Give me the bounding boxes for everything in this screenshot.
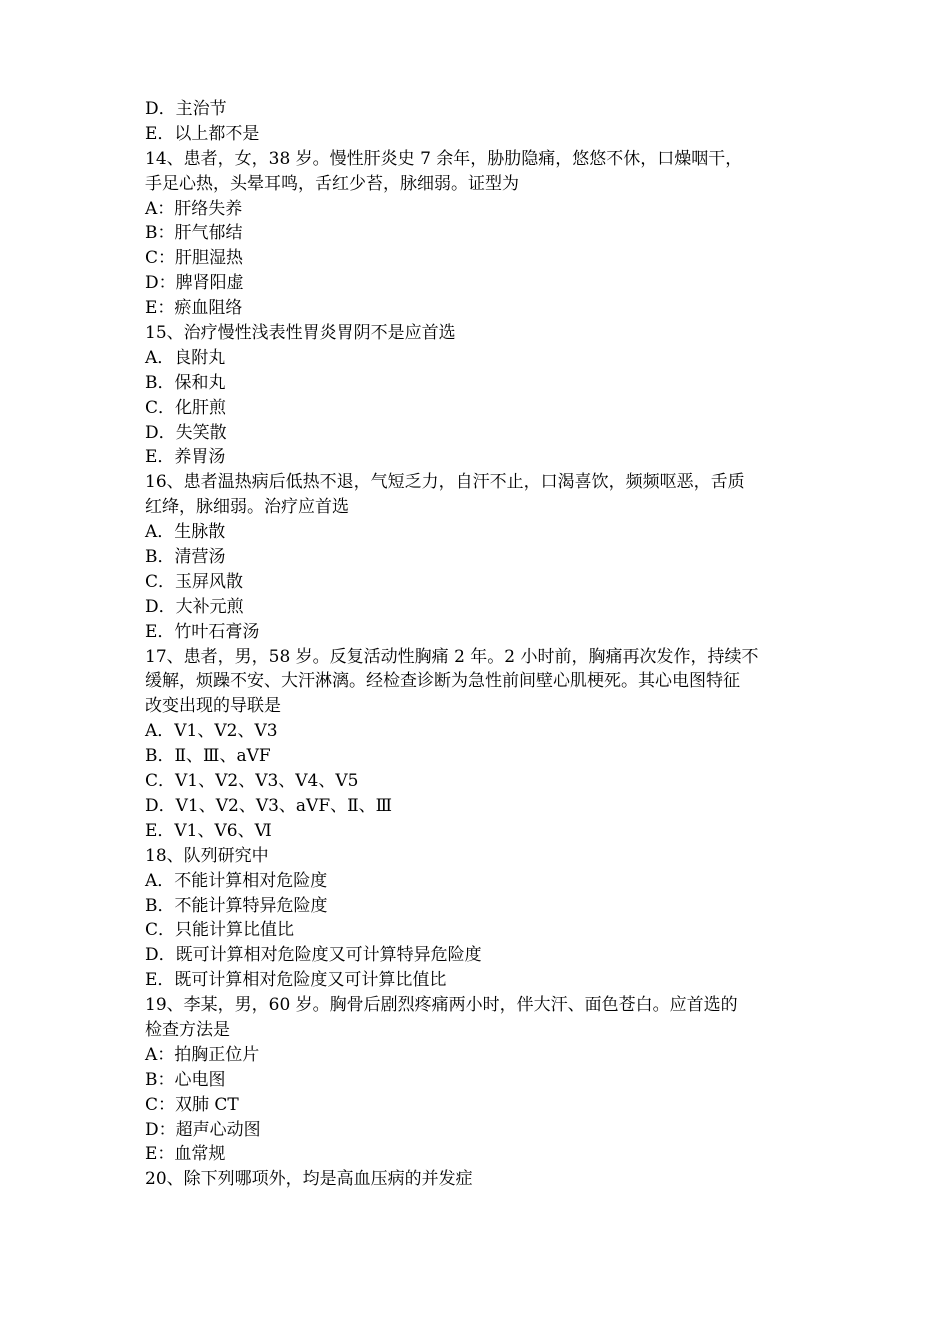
option-line: D．大补元煎 [145,596,244,617]
option-line: A．良附丸 [145,347,226,368]
question-line: 检查方法是 [145,1019,230,1040]
question-line: 缓解，烦躁不安、大汗淋漓。经检查诊断为急性前间壁心肌梗死。其心电图特征 [145,671,740,692]
option-line: B：肝气郁结 [145,223,243,244]
option-line: A．Ⅴ1、Ⅴ2、Ⅴ3 [145,721,278,742]
option-line: E．以上都不是 [145,123,260,144]
option-line: E：血常规 [145,1144,226,1165]
option-line: B：心电图 [145,1069,226,1090]
option-line: C．只能计算比值比 [145,920,295,941]
option-line: A：肝络失养 [145,198,243,219]
option-line: B．不能计算特异危险度 [145,895,328,916]
option-line: A．不能计算相对危险度 [145,870,328,891]
option-line: D．Ⅴ1、Ⅴ2、Ⅴ3、aⅤF、Ⅱ、Ⅲ [145,795,393,816]
option-line: D：脾肾阳虚 [145,273,244,294]
option-line: B．保和丸 [145,372,226,393]
option-line: A．生脉散 [145,522,226,543]
option-line: C．玉屏风散 [145,571,244,592]
option-line: E．竹叶石膏汤 [145,621,260,642]
option-line: E：瘀血阻络 [145,298,243,319]
option-line: D．主治节 [145,99,227,119]
option-line: C．Ⅴ1、Ⅴ2、Ⅴ3、Ⅴ4、Ⅴ5 [145,771,359,792]
question-line: 18、队列研究中 [145,845,269,866]
option-line: D：超声心动图 [145,1119,261,1140]
question-line: 17、患者，男，58 岁。反复活动性胸痛 2 年。2 小时前，胸痛再次发作，持续不 [145,646,759,667]
option-line: C：肝胆湿热 [145,248,244,269]
question-line: 16、患者温热病后低热不退，气短乏力，自汗不止，口渴喜饮，频频呕恶，舌质 [145,472,745,493]
option-line: A：拍胸正位片 [145,1044,260,1065]
document-body [145,97,825,1192]
option-line: B．清营汤 [145,547,226,568]
question-line: 改变出现的导联是 [145,696,281,717]
question-line: 手足心热，头晕耳鸣，舌红少苔，脉细弱。证型为 [145,173,519,194]
option-line: D．失笑散 [145,422,227,443]
option-line: E．养胃汤 [145,447,226,468]
option-line: E．既可计算相对危险度又可计算比值比 [145,970,447,991]
question-line: 14、患者，女，38 岁。慢性肝炎史 7 余年，胁肋隐痛，悠悠不休，口燥咽干， [145,148,743,169]
option-line: E．Ⅴ1、Ⅴ6、Ⅵ [145,820,272,841]
option-line: D．既可计算相对危险度又可计算特异危险度 [145,945,482,966]
option-line: C：双肺 CT [145,1094,239,1115]
option-line: B．Ⅱ、Ⅲ、aⅤF [145,746,271,767]
option-line: C．化肝煎 [145,397,227,418]
question-line: 15、治疗慢性浅表性胃炎胃阴不是应首选 [145,323,456,344]
question-line: 20、除下列哪项外，均是高血压病的并发症 [145,1169,473,1190]
question-line: 19、李某，男，60 岁。胸骨后剧烈疼痛两小时，伴大汗、面色苍白。应首选的 [145,995,738,1016]
question-line: 红绛，脉细弱。治疗应首选 [145,497,349,518]
